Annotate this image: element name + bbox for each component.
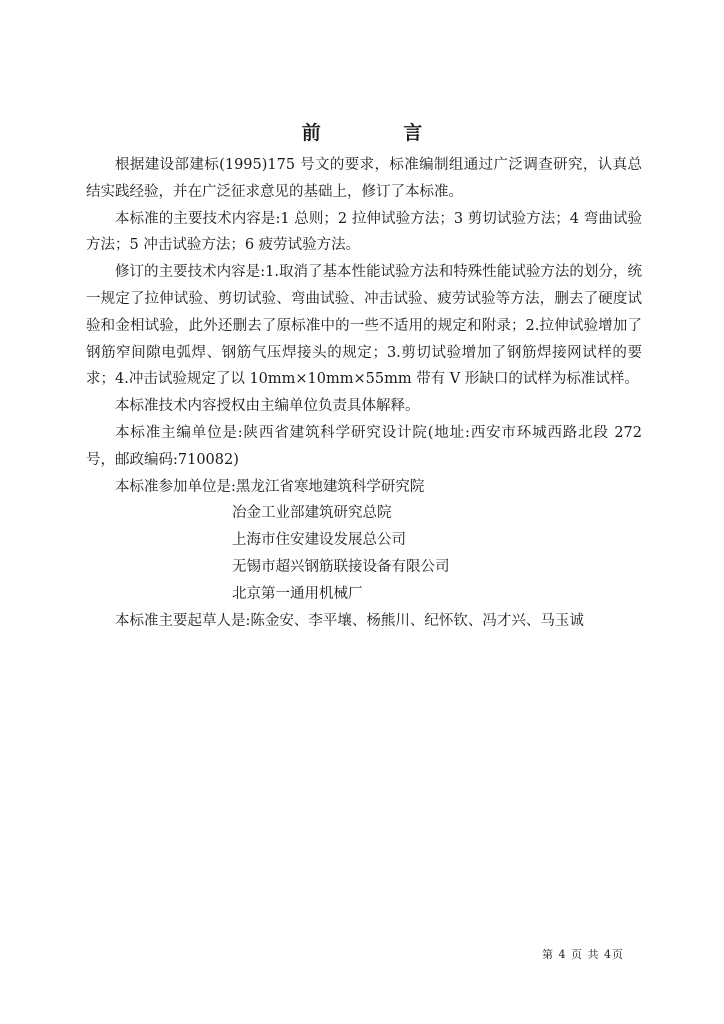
document-body: [86, 152, 642, 634]
paragraph-revisions: 修订的主要技术内容是:1.取消了基本性能试验方法和特殊性能试验方法的划分，统一规定了拉伸试验、剪切试验、弯曲试验、冲击试验、疲劳试验等方法，删去了硬度试验和金相试验，此外还删去了原标准中的一些不适用的规定和附录；2.拉伸试验增加了钢筋窄间隙电弧焊、钢筋气压焊接头的规定；3.剪切试验增加了钢筋焊接网试样的要求；4.冲击试验规定了以 10mm×10mm×55mm 带有 V 形缺口的试样为标准试样。: [86, 264, 642, 388]
page-indicator: 第 4 页 共 4页: [542, 948, 624, 961]
participant-unit: 黑龙江省寒地建筑科学研究院: [235, 478, 425, 495]
paragraph-origin: 根据建设部建标(1995)175 号文的要求，标准编制组通过广泛调查研究，认真总结实践经验，并在广泛征求意见的基础上，修订了本标准。: [86, 157, 642, 200]
participant-unit: 北京第一通用机械厂: [232, 585, 363, 602]
participant-unit: 无锡市超兴钢筋联接设备有限公司: [232, 558, 450, 575]
paragraph-drafters: 本标准主要起草人是:陈金安、李平壤、杨熊川、纪怀钦、冯才兴、马玉诚: [115, 612, 584, 629]
participant-unit: 冶金工业部建筑研究总院: [232, 505, 392, 522]
paragraph-interpretation: 本标准技术内容授权由主编单位负责具体解释。: [115, 398, 420, 415]
participants-label: 本标准参加单位是:: [115, 478, 236, 495]
participant-first: [86, 474, 642, 501]
page-title: 前 言: [301, 122, 461, 144]
paragraph-chief-editor: 本标准主编单位是:陕西省建筑科学研究设计院(地址:西安市环城西路北段 272 号，邮政编码:710082): [86, 424, 642, 468]
page-number-footer: [542, 946, 624, 962]
participant-unit: 上海市住安建设发展总公司: [232, 532, 406, 549]
paragraph-main-contents: 本标准的主要技术内容是:1 总则；2 拉伸试验方法；3 剪切试验方法；4 弯曲试验方法；5 冲击试验方法；6 疲劳试验方法。: [86, 210, 642, 254]
participating-units: [86, 474, 642, 608]
